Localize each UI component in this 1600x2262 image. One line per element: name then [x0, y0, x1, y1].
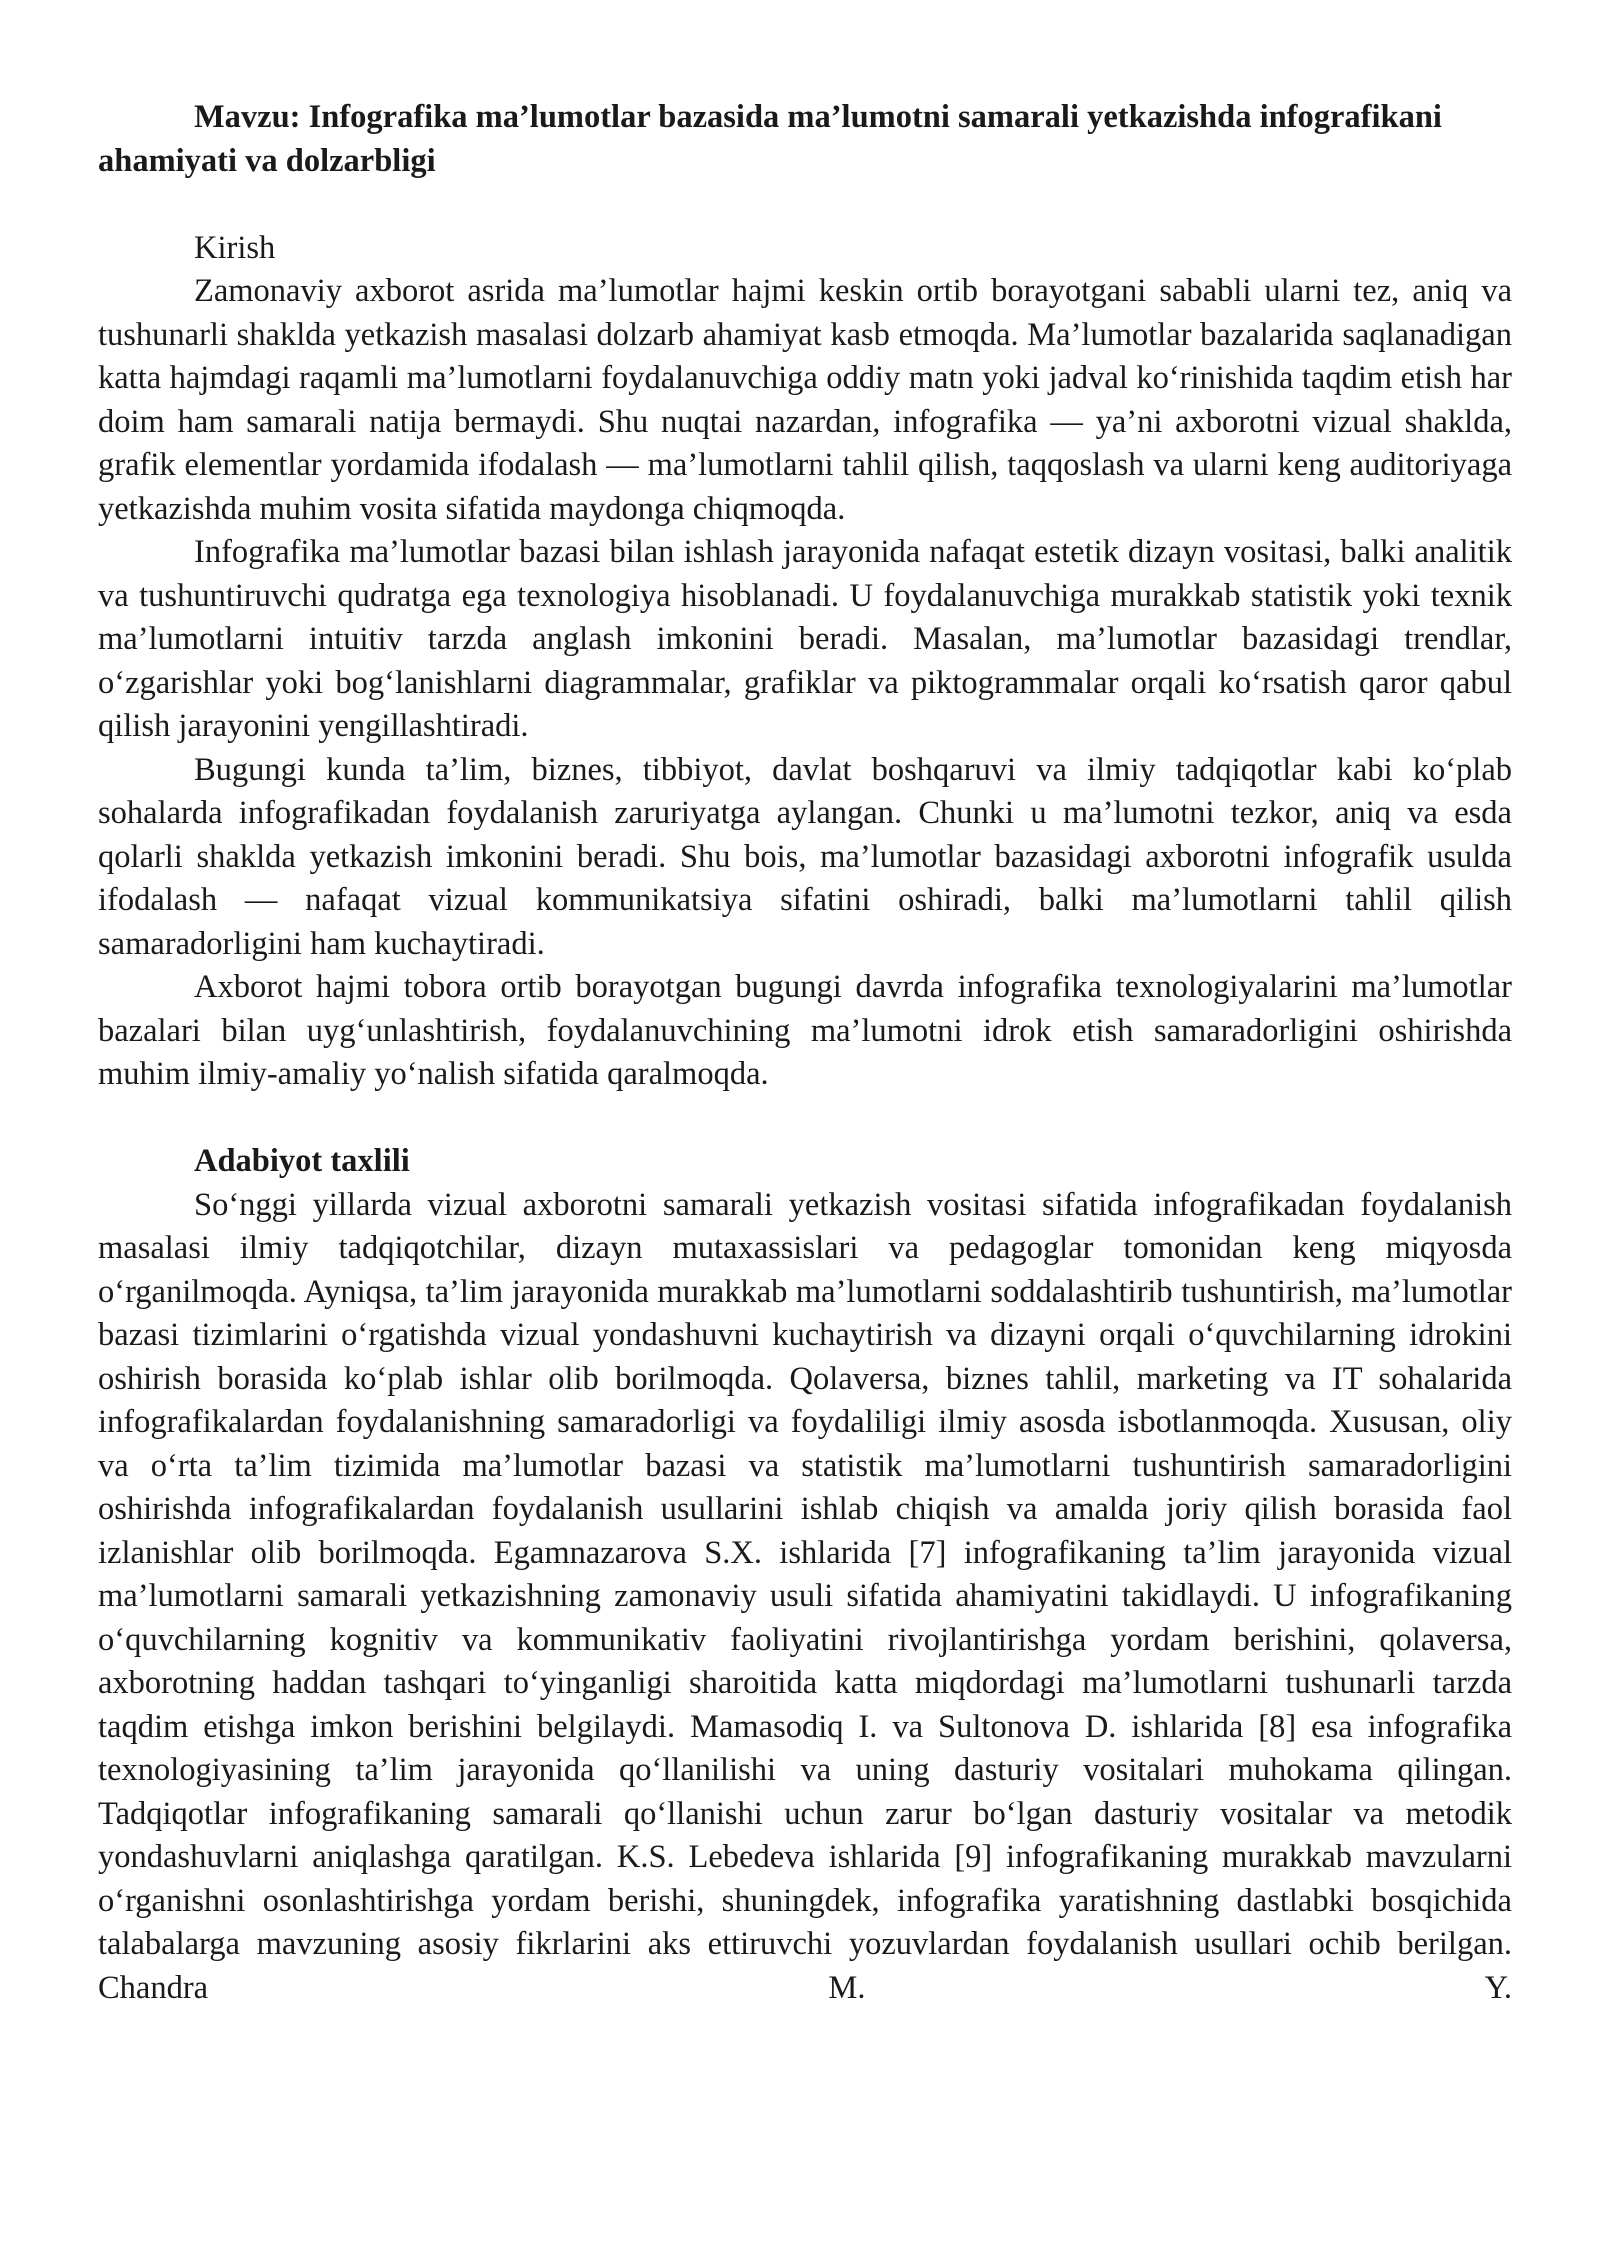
intro-paragraph-2: Infografika ma’lumotlar bazasi bilan ishlash jarayonida nafaqat estetik dizayn vositasi, balki analitik va tushuntiruvchi qudratga ega texnologiya hisoblanadi. U foydalanuvchiga murakkab statistik yoki texnik ma’lumotlarni intuitiv tarzda anglash imkonini beradi. Masalan, ma’lumotlar bazasidagi trendlar, o‘zgarishlar yoki bog‘lanishlarni diagrammalar, grafiklar va piktogrammalar orqali ko‘rsatish qaror qabul qilish jarayonini yengillashtiradi.: [98, 534, 1512, 744]
document-page: [98, 96, 1512, 2010]
spacer: [98, 183, 1512, 227]
literature-paragraph: So‘nggi yillarda vizual axborotni samarali yetkazish vositasi sifatida infografikadan foydalanish masalasi ilmiy tadqiqotchilar, dizayn mutaxassislari va pedagoglar tomonidan keng miqyosda o‘rganilmoqda. Ayniqsa, ta’lim jarayonida murakkab ma’lumotlarni soddalashtirib tushuntirish, ma’lumotlar bazasi tizimlarini o‘rgatishda vizual yondashuvni kuchaytirish va dizayni orqali o‘quvchilarning idrokini oshirish borasida ko‘plab ishlar olib borilmoqda. Qolaversa, biznes tahlil, marketing va IT sohalarida infografikalardan foydalanishning samaradorligi va foydaliligi ilmiy asosda isbotlanmoqda. Xususan, oliy va o‘rta ta’lim tizimida ma’lumotlar bazasi va statistik ma’lumotlarni tushuntirish samaradorligini oshirishda infografikalardan foydalanish usullarini ishlab chiqish va amalda joriy qilish borasida faol izlanishlar olib borilmoqda. Egamnazarova S.X. ishlarida [7] infografikaning ta’lim jarayonida vizual ma’lumotlarni samarali yetkazishning zamonaviy usuli sifatida ahamiyatini takidlaydi. U infografikaning o‘quvchilarning kognitiv va kommunikativ faoliyatini rivojlantirishga yordam berishini, qolaversa, axborotning haddan tashqari to‘yinganligi sharoitida katta miqdordagi ma’lumotlarni tushunarli tarzda taqdim etishga imkon berishini belgilaydi. Mamasodiq I. va Sultonova D. ishlarida [8] esa infografika texnologiyasining ta’lim jarayonida qo‘llanilishi va uning dasturiy vositalari muhokama qilingan. Tadqiqotlar infografikaning samarali qo‘llanishi uchun zarur bo‘lgan dasturiy vositalar va metodik yondashuvlarni aniqlashga qaratilgan. K.S. Lebedeva ishlarida [9] infografikaning murakkab mavzularni o‘rganishni osonlashtirishga yordam berishi, shuningdek, infografika yaratishning dastlabki bosqichida talabalarga mavzuning asosiy fikrlarini aks ettiruvchi yozuvlardan foydalanish usullari ochib berilgan. Chandra M. Y.: [98, 1186, 1512, 2006]
intro-heading: Kirish: [194, 229, 276, 266]
intro-paragraph-4: Axborot hajmi tobora ortib borayotgan bugungi davrda infografika texnologiyalarini ma’lumotlar bazalari bilan uyg‘unlashtirish, foydalanuvchining ma’lumotni idrok etish samaradorligini oshirishda muhim ilmiy-amaliy yo‘nalish sifatida qaralmoqda.: [98, 969, 1512, 1092]
intro-paragraph-1: Zamonaviy axborot asrida ma’lumotlar hajmi keskin ortib borayotgani sababli ularni tez, aniq va tushunarli shaklda yetkazish masalasi dolzarb ahamiyat kasb etmoqda. Ma’lumotlar bazalarida saqlanadigan katta hajmdagi raqamli ma’lumotlarni foydalanuvchiga oddiy matn yoki jadval ko‘rinishida taqdim etish har doim ham samarali natija bermaydi. Shu nuqtai nazardan, infografika — ya’ni axborotni vizual shaklda, grafik elementlar yordamida ifodalash — ma’lumotlarni tahlil qilish, taqqoslash va ularni keng auditoriyaga yetkazishda muhim vosita sifatida maydonga chiqmoqda.: [98, 273, 1512, 527]
spacer: [98, 1097, 1512, 1141]
document-title: Mavzu: Infografika ma’lumotlar bazasida ma’lumotni samarali yetkazishda infografikani ahamiyati va dolzarbligi: [98, 99, 1442, 179]
intro-paragraph-3: Bugungi kunda ta’lim, biznes, tibbiyot, davlat boshqaruvi va ilmiy tadqiqotlar kabi ko‘plab sohalarda infografikadan foydalanish zaruriyatga aylangan. Chunki u ma’lumotni tezkor, aniq va esda qolarli shaklda yetkazish imkonini beradi. Shu bois, ma’lumotlar bazasidagi axborotni infografik usulda ifodalash — nafaqat vizual kommunikatsiya sifatini oshiradi, balki ma’lumotlarni tahlil qilish samaradorligini ham kuchaytiradi.: [98, 751, 1512, 962]
literature-heading: Adabiyot taxlili: [194, 1143, 410, 1179]
